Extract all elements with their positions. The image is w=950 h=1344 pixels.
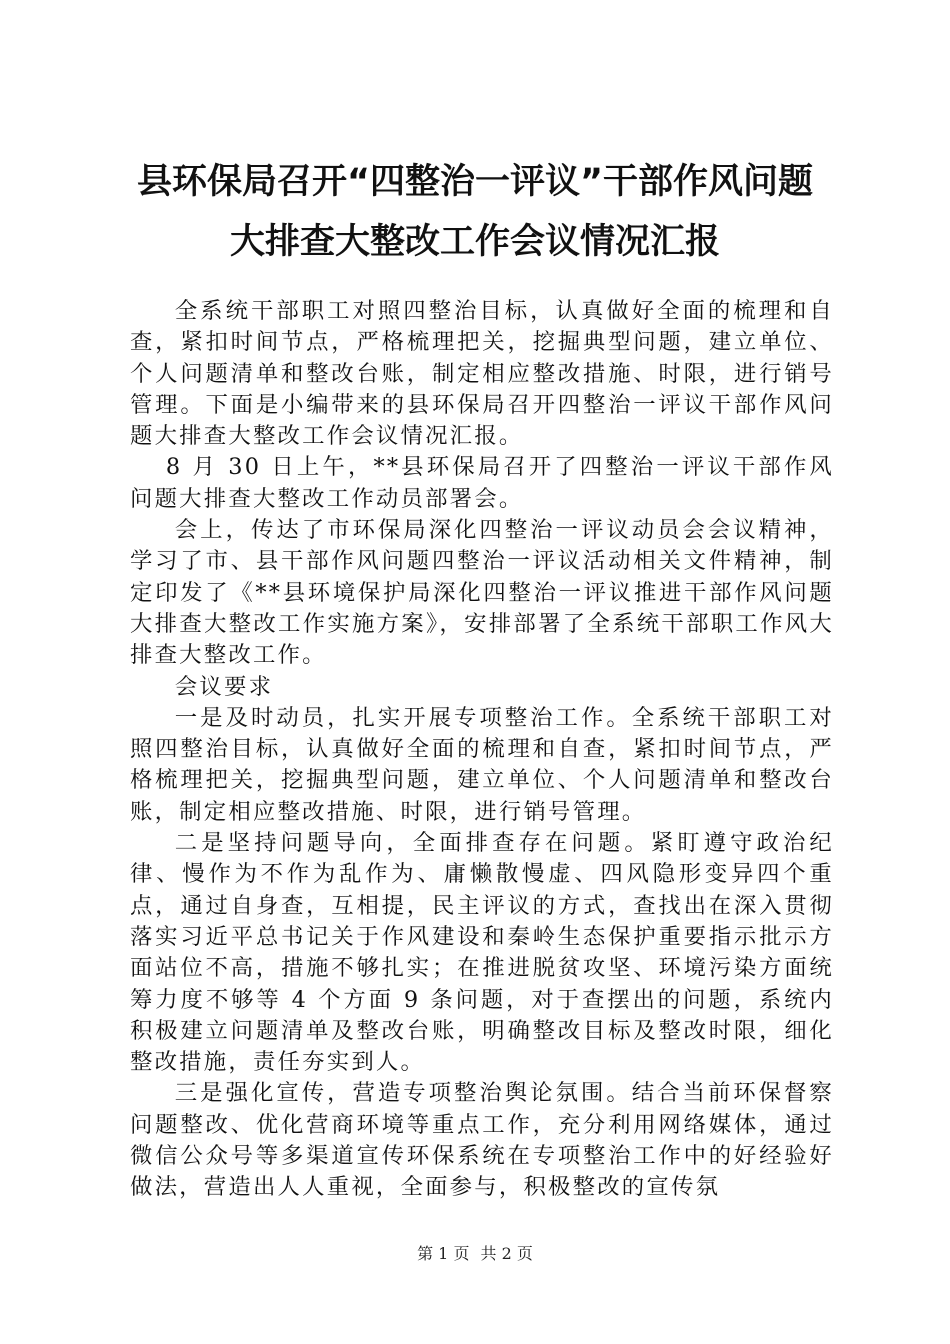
page-footer xyxy=(0,1244,950,1264)
paragraph-meeting-date: 8 月 30 日上午，**县环保局召开了四整治一评议干部作风问题大排查大整改工作动员部署会。 xyxy=(130,454,834,512)
paragraph-requirements-heading: 会议要求 xyxy=(174,673,274,700)
page-total: 共 2 页 xyxy=(480,1244,533,1263)
page-number: 第 1 页 xyxy=(417,1244,470,1263)
paragraph-requirement-1: 一是及时动员，扎实开展专项整治工作。全系统干部职工对照四整治目标，认真做好全面的梳理和自查，紧扣时间节点，严格梳理把关，挖掘典型问题，建立单位、个人问题清单和整改台账，制定相应整改措施、时限，进行销号管理。 xyxy=(130,704,834,825)
paragraph-intro: 全系统干部职工对照四整治目标，认真做好全面的梳理和自查，紧扣时间节点，严格梳理把关，挖掘典型问题，建立单位、个人问题清单和整改台账，制定相应整改措施、时限，进行销号管理。下面是小编带来的县环保局召开四整治一评议干部作风问题大排查大整改工作会议情况汇报。 xyxy=(130,298,834,450)
document-body xyxy=(130,296,834,1204)
paragraph-meeting-content: 会上，传达了市环保局深化四整治一评议动员会会议精神，学习了市、县干部作风问题四整治一评议活动相关文件精神，制定印发了《**县环境保护局深化四整治一评议推进干部作风问题大排查大整改工作实施方案》，安排部署了全系统干部职工作风大排查大整改工作。 xyxy=(130,517,834,669)
paragraph-requirement-3: 三是强化宣传，营造专项整治舆论氛围。结合当前环保督察问题整改、优化营商环境等重点工作，充分利用网络媒体，通过微信公众号等多渠道宣传环保系统在专项整治工作中的好经验好做法，营造出人人重视，全面参与，积极整改的宣传氛 xyxy=(130,1080,834,1201)
paragraph-requirement-2: 二是坚持问题导向，全面排查存在问题。紧盯遵守政治纪律、慢作为不作为乱作为、庸懒散慢虚、四风隐形变异四个重点，通过自身查，互相提，民主评议的方式，查找出在深入贯彻落实习近平总书记关于作风建设和秦岭生态保护重要指示批示方面站位不高，措施不够扎实；在推进脱贫攻坚、环境污染方面统筹力度不够等 4 个方面 9 条问题，对于查摆出的问题，系统内积极建立问题清单及整改台账，明确整改目标及整改时限，细化整改措施，责任夯实到人。 xyxy=(130,830,834,1076)
document-title-line-1: 县环保局召开“四整治一评议”干部作风问题 xyxy=(136,162,813,202)
document-title-line-2: 大排查大整改工作会议情况汇报 xyxy=(229,222,720,262)
